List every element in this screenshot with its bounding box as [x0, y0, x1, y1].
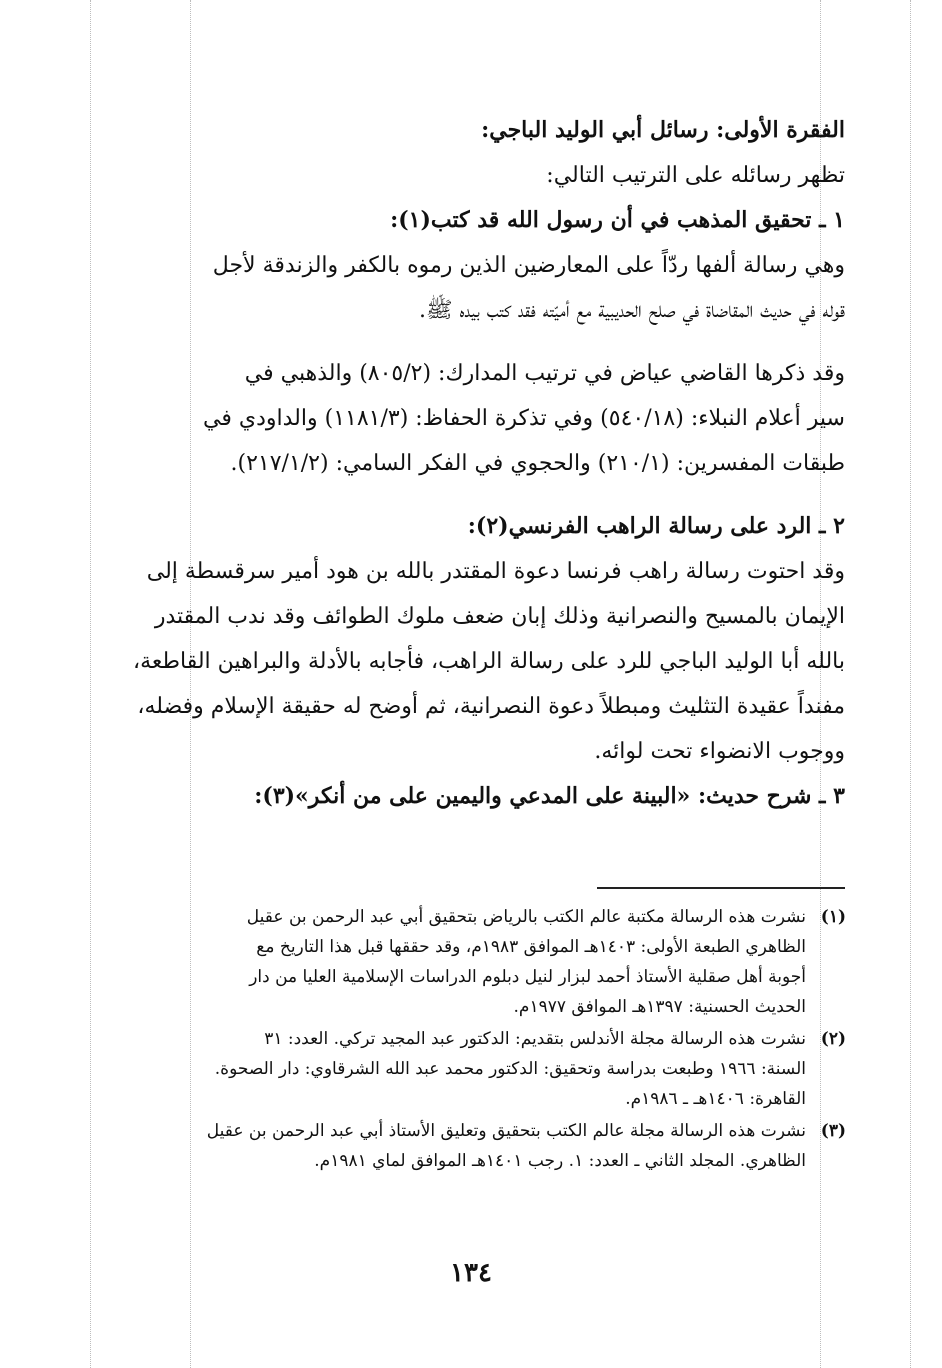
footnote-divider — [597, 887, 845, 889]
footnote-line: نشرت هذه الرسالة مكتبة عالم الكتب بالرياض بتحقيق أبي عبد الرحمن بن عقيل — [246, 907, 806, 927]
section-heading: الفقرة الأولى: رسائل أبي الوليد الباجي: — [481, 117, 845, 143]
footnotes — [104, 902, 846, 1178]
section2-para-line: مفنداً عقيدة التثليث ومبطلاً دعوة النصرانية، ثم أوضح له حقيقة الإسلام وفضله، — [137, 694, 845, 719]
spacer — [100, 333, 845, 351]
footnote-line: القاهرة: ١٤٠٦هـ ـ ١٩٨٦م. — [625, 1089, 806, 1109]
footnote-line: الحديث الحسنية: ١٣٩٧هـ الموافق ١٩٧٧م. — [513, 997, 806, 1017]
margin-guide-left-outer — [90, 0, 91, 1368]
footnote — [104, 902, 846, 1022]
footnote-body — [104, 902, 806, 1022]
section3-title: ٣ ـ شرح حديث: «البينة على المدعي واليمين على من أنكر»(٣): — [254, 783, 845, 809]
section2-para-line: بالله أبا الوليد الباجي للرد على رسالة الراهب، فأجابه بالأدلة والبراهين القاطعة، — [132, 649, 845, 674]
intro-line: تظهر رسائله على الترتيب التالي: — [546, 163, 845, 188]
footnote-line: الظاهري. المجلد الثاني ـ العدد: ١. رجب ١٤٠١هـ الموافق لماي ١٩٨١م. — [314, 1151, 806, 1171]
footnote — [104, 1024, 846, 1114]
footnote-line: الظاهري الطبعة الأولى: ١٤٠٣هـ الموافق ١٩٨٣م، وقد حققها قبل هذا التاريخ مع — [256, 937, 806, 957]
section2-title: ٢ ـ الرد على رسالة الراهب الفرنسي(٢): — [467, 513, 845, 539]
section1-para1-line: وهي رسالة ألفها ردّاً على المعارضين الذين رموه بالكفر والزندقة لأجل — [212, 253, 845, 278]
section1-para2-line: سير أعلام النبلاء: (٥٤٠/١٨) وفي تذكرة الحفاظ: (١١٨١/٣) والداودي في — [203, 406, 845, 431]
section1-para2-line: طبقات المفسرين: (٢١٠/١) والحجوي في الفكر السامي: (٢١٧/١/٢). — [230, 451, 845, 476]
section2-para-line: ووجوب الانضواء تحت لوائه. — [594, 739, 845, 764]
section2-para-line: الإيمان بالمسيح والنصرانية وذلك إبان ضعف ملوك الطوائف وقد ندب المقتدر — [154, 604, 845, 629]
main-text — [100, 108, 845, 819]
spacer — [100, 486, 845, 504]
footnote-number: (٣) — [820, 1121, 846, 1141]
page-number: ١٣٤ — [450, 1258, 492, 1288]
footnote-number: (١) — [820, 907, 846, 927]
footnote-line: أجوبة أهل صقلية الأستاذ أحمد لبزار لنيل دبلوم الدراسات الإسلامية العليا من دار — [249, 967, 806, 987]
section1-para2-line: وقد ذكرها القاضي عياض في ترتيب المدارك: (٨٠٥/٢) والذهبي في — [244, 361, 845, 386]
footnote-line: نشرت هذه الرسالة مجلة عالم الكتب بتحقيق وتعليق الأستاذ أبي عبد الرحمن بن عقيل — [206, 1121, 806, 1141]
footnote-line: السنة: ١٩٦٦ وطبعت بدراسة وتحقيق: الدكتور محمد عبد الله الشرقاوي: دار الصحوة. — [214, 1059, 806, 1079]
footnote — [104, 1116, 846, 1176]
margin-guide-right-outer — [910, 0, 911, 1368]
section2-para-line: وقد احتوت رسالة راهب فرنسا دعوة المقتدر بالله بن هود أمير سرقسطة إلى — [146, 559, 845, 584]
section1-title: ١ ـ تحقيق المذهب في أن رسول الله قد كتب(١): — [390, 207, 845, 233]
footnote-body — [104, 1024, 806, 1114]
footnote-line: نشرت هذه الرسالة مجلة الأندلس بتقديم: الدكتور عبد المجيد تركي. العدد: ٣١ — [264, 1029, 806, 1049]
footnote-number: (٢) — [820, 1029, 846, 1049]
footnote-body — [104, 1116, 806, 1176]
section1-para1-line: قوله في حديث المقاضاة في صلح الحديبية مع أميّته فقد كتب بيده ﷺ. — [419, 298, 845, 323]
